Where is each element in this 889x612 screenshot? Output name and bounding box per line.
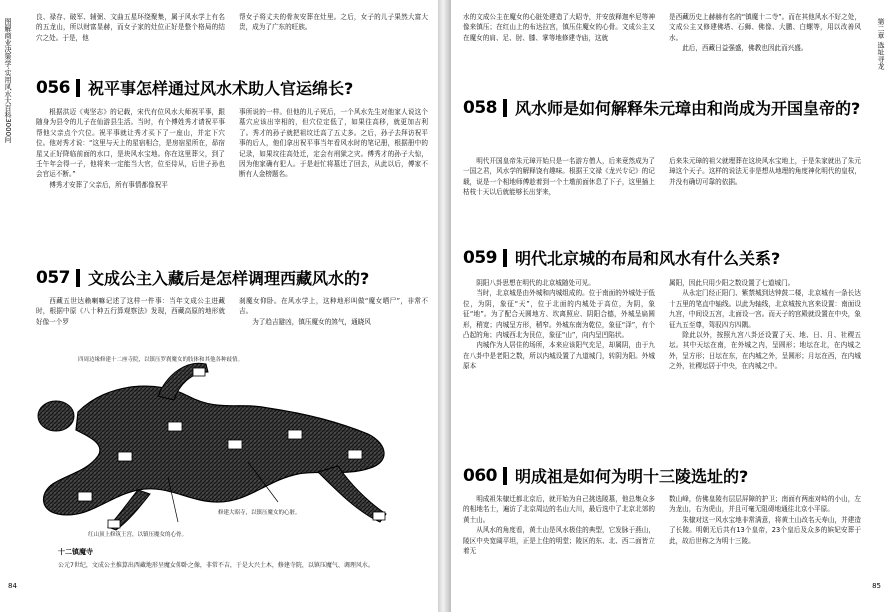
section-heading-057 <box>36 268 369 289</box>
paragraph: 内城作为人居住的场所，本来应该阳气充足，却属阴，由于九在八卦中是老阳之数，所以内城设置了九道城门，转阴为阳。外城原本 <box>463 341 655 371</box>
question-number: 060 <box>463 466 497 486</box>
q058-body <box>463 156 861 198</box>
question-number: 059 <box>463 248 497 268</box>
section-heading-060 <box>463 466 748 487</box>
q060-body <box>463 494 861 556</box>
q056-body <box>36 107 428 190</box>
book-gutter <box>438 0 451 612</box>
q059-body <box>463 278 861 372</box>
temple-icon <box>118 452 132 461</box>
demoness-body <box>44 386 385 515</box>
left-side-tab: 图解商业决策学·实用风水大百科3000问 <box>4 18 12 144</box>
heading-bar <box>503 249 507 267</box>
question-number: 057 <box>36 268 70 288</box>
section-heading-059 <box>463 248 780 269</box>
right-top-col2: 是西藏历史上赫赫有名的“镇魔十二寺”。而在其他风水不好之处，文成公主又修建佛塔、石狮、佛像、大鹏、白螺等，用以改善风水。 <box>669 13 861 42</box>
left-top-col2: 帮女子将丈夫的骨灰安葬在灶里。之后，女子的儿子果然大富大贵，成为了广东的旺族。 <box>239 13 428 32</box>
right-top-continuation <box>463 12 861 54</box>
section-heading-056 <box>36 78 353 99</box>
paragraph: 傅秀才安葬了父亲后，所有事情都像祝平 <box>49 180 168 189</box>
temple-icon <box>193 368 205 376</box>
paragraph: 为了趋吉避凶，镇压魔女的煞气，通晓风 <box>252 317 371 326</box>
question-number: 056 <box>36 78 70 98</box>
page-number-right: 85 <box>872 582 881 590</box>
left-top-col1: 良、禄存、破军、辅弼、文曲五星环绕聚集，属于风水学上有名的五龙山，所以财富显赫，而女子家的灶位正好是整个格局的结穴之处。于是，他 <box>36 13 225 42</box>
demoness-head <box>38 401 74 431</box>
paragraph: 除此以外，按照九宫八卦还设置了天、地、日、月、社稷五坛。其中天坛在南，在外城之内，呈圆形；地坛在北，在内城之外，呈方形；日坛在东，在内城之外，呈圆形；月坛在西，在内城之外，社稷坛居于中央，在内城之中。 <box>669 331 861 371</box>
paragraph: 根据洪迈《夷坚志》的记载，宋代有位风水大师祝平事，跟随身为县令的儿子在仙游县生活。当时，有个傅姓秀才请祝平事帮他父亲点个穴位。祝平事就让秀才买下了一座山，并定下穴位。他对秀才说：“这里与天上的星宿相合，是房宿星所在，昴宿星又正好降临前面的水口，是块风水宝地。你在这里葬父，到了壬午年会得一子，他将来一定能当大官，位至侍从，后世子孙也会官运不断。” <box>36 108 225 179</box>
paragraph: 明代开国皇帝朱元璋开始只是一名游方僧人，后来竟然成为了一国之君，风水学的解释饶有趣味。根据王文禄《龙兴专记》的记载，说是一个相地师傅趁着到一个土墩前面休息了下子，这里插上枯枝十天以后就能够长出芽来， <box>463 157 655 197</box>
temple-icon <box>108 520 120 528</box>
heading-bar <box>503 99 507 117</box>
figure-label-jokhang: 修建大昭寺，以镇压魔女的心脏。 <box>218 510 301 516</box>
figure-title: 十二镇魔寺 <box>58 548 93 556</box>
paragraph: 刹魔女仰卧。在风水学上，这种地形叫做“魔女晒尸”，非常不吉。 <box>239 297 428 316</box>
temple-icon <box>288 430 302 439</box>
paragraph: 属阳，因此只用少阳之数设置了七道城门。 <box>669 279 795 287</box>
heading-bar <box>76 79 80 97</box>
right-top-col1: 水的文成公主在魔女的心脏处建造了大昭寺，并安放释迦牟尼等神像来镇压；在红山上的布达拉宫，镇压住魔女的心骨。文成公主又在魔女的肩、足、肘、膝、掌等地修建寺庙，这就 <box>463 13 655 42</box>
q057-body <box>36 296 428 327</box>
paragraph: 事所说的一样。但他的儿子死后，一个风水先生对他家人说这个墓穴应该出宰相的，但穴位定低了，如果往高移，就更加吉利了。秀才的孙子就把祖坟迁高了五丈多。之后，孙子去拜访祝平事的后人，他们拿出祝平事当年看风水时的笔记册，根据册中的记录，如果坟往高处迁，定会有刑狱之灾。傅秀才的孙子大惊，因为他家确有犯人。于是赶忙将墓迁了回去，从此以后，傅家不断有人金榜题名。 <box>239 108 428 179</box>
heading-bar <box>503 467 507 485</box>
right-side-tab: 第二章 选址寻龙 <box>877 18 885 70</box>
figure-label-potala: 红山顶上修筑王宫，以镇压魔女的心骨。 <box>88 532 188 538</box>
question-title: 文成公主入藏后是怎样调理西藏风水的? <box>88 269 370 288</box>
question-title: 祝平事怎样通过风水术助人官运绵长? <box>88 79 354 98</box>
question-title: 明成祖是如何为明十三陵选址的? <box>515 467 749 486</box>
right-page <box>451 0 889 612</box>
temple-icon <box>228 440 242 449</box>
question-number: 058 <box>463 98 497 118</box>
paragraph: 后来朱元璋的祖父就埋葬在这块风水宝地上，于是朱家就出了朱元璋这个天子。这样的说法无非是想从地理的角度神化明代的皇权，并没有确切可靠的依据。 <box>669 157 861 186</box>
temple-icon <box>373 512 385 520</box>
paragraph: 西藏五世达赖喇嘛记述了这样一件事：当年文成公主进藏时，根据中原《八十种五行算观察法》发现，西藏高原的地形就好像一个罗 <box>36 297 225 326</box>
paragraph: 数山峰，仿佛皇陵有层层屏障的护卫；南面有两座对峙的小山，左为龙山，右为虎山，并且可毫无阻碍地通往北京小平原。 <box>669 495 861 514</box>
demoness-map-illustration <box>18 352 408 534</box>
left-page <box>0 0 438 612</box>
paragraph: 明成祖朱棣迁都北京后，就开始为自己挑选陵墓，他总集众多的相地名士，遍访了北京周边的名山大川，最后选中了北京北郊的黄土山。 <box>463 495 655 524</box>
left-top-continuation <box>36 12 428 43</box>
temple-icon <box>78 492 92 501</box>
paragraph: 朱棣对这一风水宝地非常满意，将黄土山改名天寿山，并建造了长陵。明朝无后共有13个皇帝，23个皇后及众多的嫔妃安葬于此，故后世称之为明十三陵。 <box>669 515 861 545</box>
paragraph: 从风水的角度看，黄土山是风水极佳的典型，它发脉于燕山，陵区中央宽阔平坦，正是上佳的明堂；陵区的东、北、西二面皆立着无 <box>463 526 655 556</box>
paragraph: 当时，北京城是由外城和内城组成的。位于南面的外城处于低位，为阴，象征“天”，位于北面的内城处于高位，为阴，象征“地”。为了配合天圆地方、坎离照应、阴阳合德，外城呈扁圆形，稍宽；内城呈方形，稍窄。外城东南为乾位，象征“泽”，有个凸起的角；内城西北为艮位，象征“山”，向内呈凹陷状。 <box>463 289 655 340</box>
temple-icon <box>348 450 362 459</box>
figure-description: 公元7世纪，文成公主推算出西藏地形呈魔女仰卧之像，非常不吉，于是大兴土木，修建寺院，以镇压魔气、调理风水。 <box>58 562 374 569</box>
page-number-left: 84 <box>8 582 17 590</box>
temple-icon <box>168 422 182 431</box>
figure-caption-top: 四周边缘修建十二座寺院，以镇压罗刹魔女的肢体和其他各种歧情。 <box>78 357 244 363</box>
question-title: 风水师是如何解释朱元璋由和尚成为开国皇帝的? <box>515 99 861 118</box>
section-heading-058 <box>463 98 863 119</box>
question-title: 明代北京城的布局和风水有什么关系? <box>515 249 781 268</box>
heading-bar <box>76 269 80 287</box>
paragraph: 阴阳八卦思想在明代的北京城随处可见。 <box>476 279 595 287</box>
paragraph: 从永定门经正阳门、紫禁城到达钟鼓二楼，北京城有一条长达十五里的笔直中轴线。以此为轴线，北京城按九宫来设置：南面设九宫，中间设五宫，北面设一宫。而天子的宫殿就设置在中央，象征九五至尊，驾驭四方四隅。 <box>669 289 861 329</box>
right-top-col2b: 此后，西藏日益强盛，佛教也因此而兴盛。 <box>682 44 808 53</box>
